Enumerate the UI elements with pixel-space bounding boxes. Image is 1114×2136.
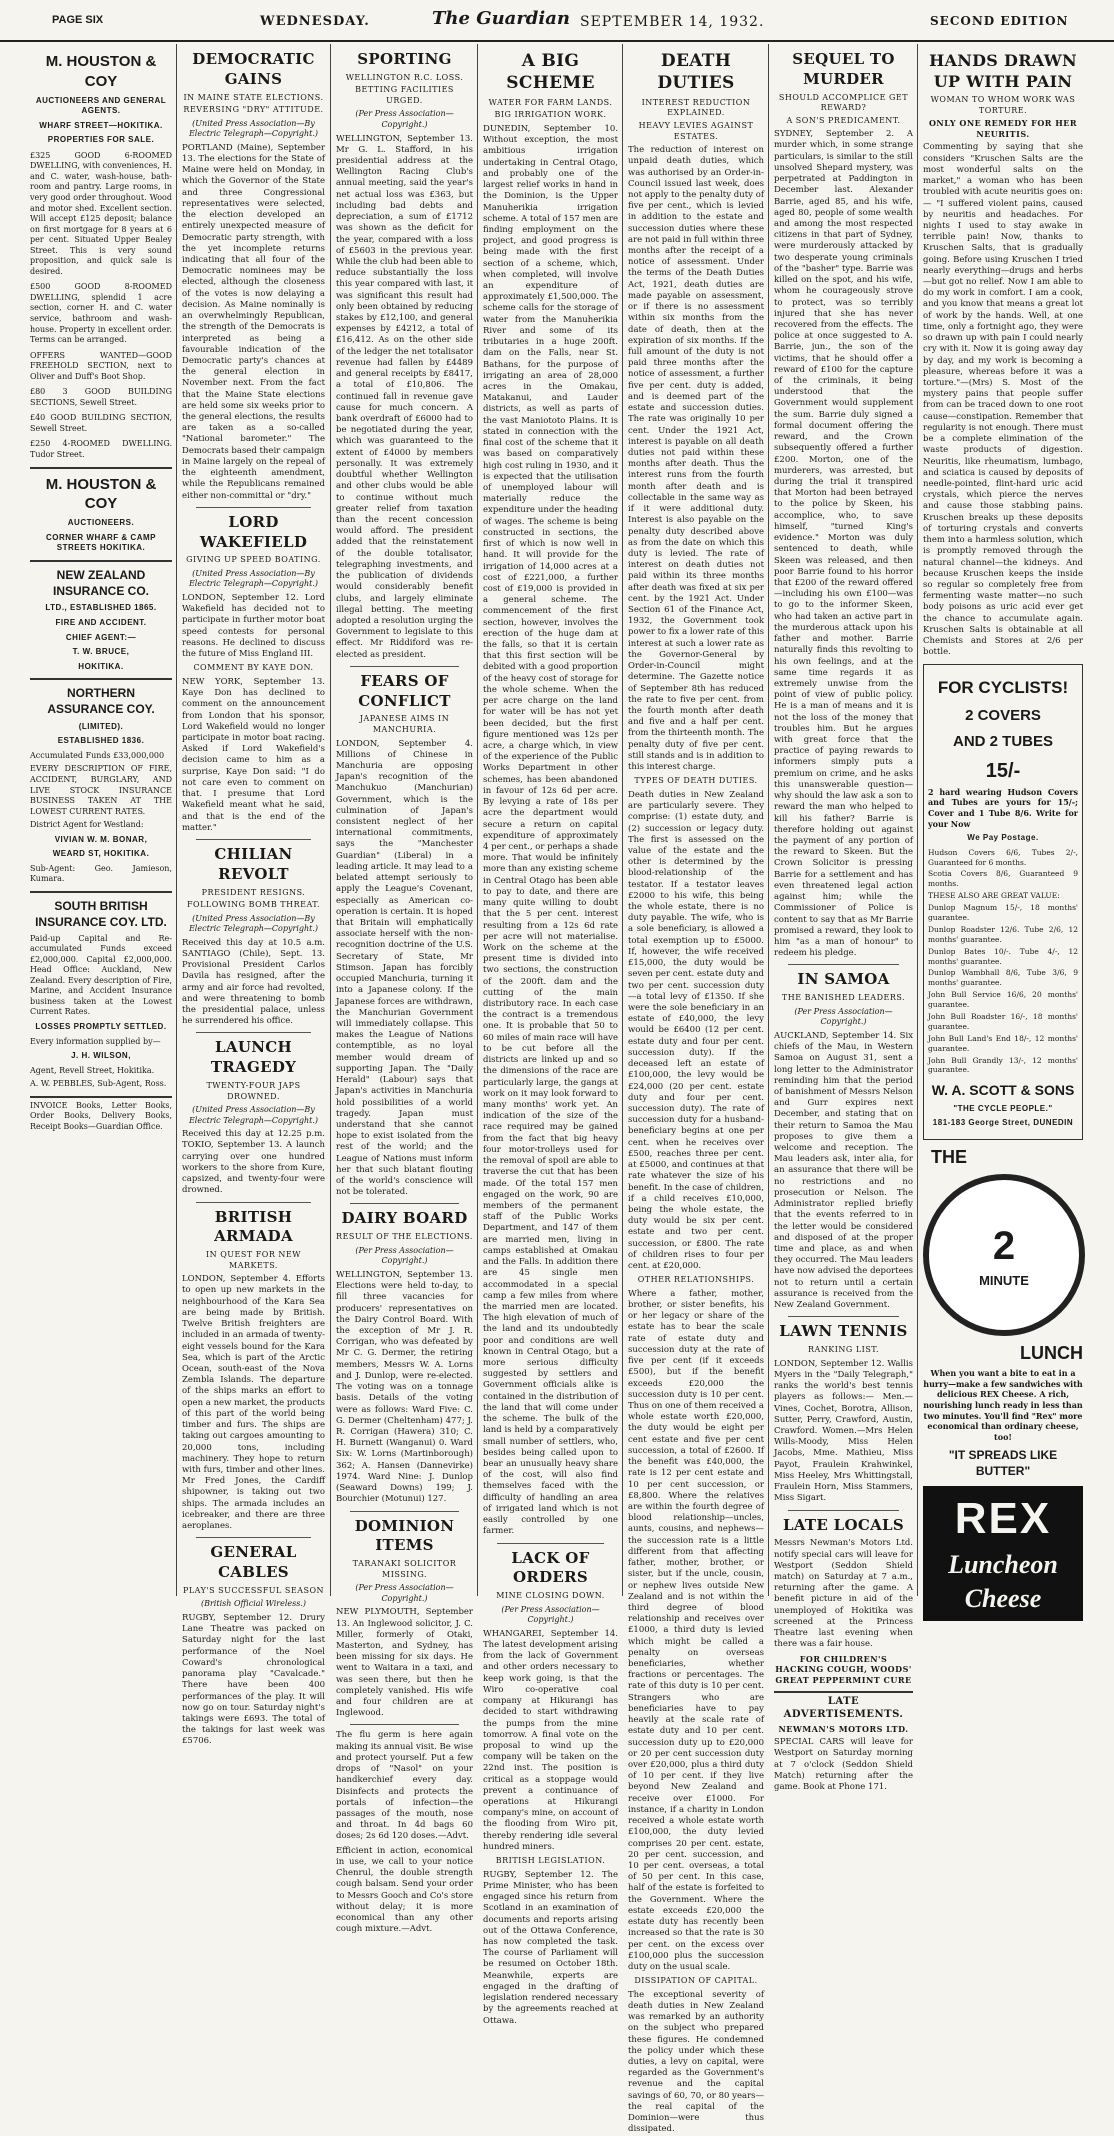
headline-dominion-items: DOMINION ITEMS bbox=[354, 1516, 455, 1555]
ad-line: AND 2 TUBES bbox=[952, 732, 1053, 750]
headline-lawn-tennis: LAWN TENNIS bbox=[779, 1322, 908, 1341]
article-body: Commenting by saying that she considers "Kruschen Salts are the most wonderful salts on the market," a woman who has been troubled with acute neuritis goes on:— "I suffered violent pains, caused by neuritis and headaches. For nights I used to stay awake in terrible pain! Now, thanks to Kruschen Salts, that is gradually going. Before using Kruschen I tried nearly everything—drugs and herbs—but got no relief. Now I am able to do my work in comfort. I am a cook, and you know that means a great lot of work by the hands. Well, at one time, only a fortnight ago, they were so drawn up with pain I could nearly cry with it. Now it is going away day by day, and my work is becoming a pleasure, whereas before it was a torture."—(Mrs) S. Most of the mystery pains that people suffer from can be traced down to one root cause—constipation. Remember that regularity is not enough. There must be a complete elimination of the waste products of digestion. Neuritis, like rheumatism, lumbago, and sciatica is caused by deposits of needle-pointed, flint-hard uric acid crystals, which pierce the nerves and cause those stabbing pains. Kruschen breaks up these deposits of torturing crystals and converts them into a harmless solution, which is promptly removed through the natural channel—the kidneys. And because Kruschen keeps the inside so regular so completely free from fermenting waste matter—no such body poisons as uric acid ever get the chance to accumulate again. Kruschen Salts is obtainable at all Chemists and Stores at 2/6 per bottle. bbox=[923, 142, 1083, 658]
headline-fears-of-conflict: FEARS OF CONFLICT bbox=[358, 671, 451, 710]
article-body: WHANGAREI, September 14. The latest development arising from the lack of Government and other orders necessary to keep work going, is that the Wiro co-operative coal company at Hikurangi has decided to start withdrawing the pumps from the mine tomorrow. A final vote on the proposal to wind up the company will be taken on the 22nd inst. The position is critical as a stoppage would prevent a continuance of operations at Hikurangi company's mine, on account of the flooding from Wiro pit, thereby rendering idle several hundred miners. bbox=[483, 1628, 618, 1852]
clock-number: 2 bbox=[992, 1223, 1016, 1268]
subheading: RESULT OF THE ELECTIONS. bbox=[336, 1232, 473, 1242]
houston-ad-name: M. HOUSTON & COY bbox=[45, 475, 157, 513]
subheading: WELLINGTON R.C. LOSS. bbox=[345, 72, 464, 82]
divider bbox=[196, 1537, 311, 1538]
article-body: PORTLAND (Maine), September 13. The elections for the State of Maine were held on Monday, in which the Governor of the State and three Congressional representatives were selected, the election developed an entirely unexpected measure of Democratic party strength, with the yet incomplete returns indicating that all four of the Democratic nominees may be elected, although the closeness of the votes is now delaying a decision. As Maine nominally is an overwhelmingly Republican, the strength of the Democrats is interpreted as being a favourable indication of the Democratic party's chances at the general election in November next. From the fact that the Maine State elections are held some six weeks prior to the general elections, the results are taken as a so-called "National barometer." The Democrats based their campaign in Maine largely on the repeal of the eighteenth amendment, while the Republicans remained either non-committal or "dry." bbox=[182, 142, 325, 501]
ad-line: INVOICE Books, Letter Books, Order Books, Delivery Books, Receipt Books—Guardian Office. bbox=[30, 1100, 172, 1131]
ad-address: WHARF STREET—HOKITIKA. bbox=[39, 120, 163, 130]
credit-line: (Per Press Association—Copyright.) bbox=[794, 1006, 893, 1027]
headline-british-armada: BRITISH ARMADA bbox=[214, 1207, 293, 1246]
credit-line: (Per Press Association—Copyright.) bbox=[355, 1245, 454, 1266]
headline-dairy-board: DAIRY BOARD bbox=[341, 1209, 468, 1228]
ad-line: Agent, Revell Street, Hokitika. bbox=[30, 1065, 155, 1075]
subheading: OTHER RELATIONSHIPS. bbox=[637, 1275, 755, 1285]
column-rule bbox=[330, 44, 331, 1596]
column-rule bbox=[917, 44, 918, 1596]
headline-hands-drawn-up: HANDS DRAWN UP WITH PAIN bbox=[929, 51, 1077, 92]
divider bbox=[350, 1724, 459, 1725]
rex-wordmark: REX bbox=[954, 1493, 1052, 1543]
subheading: BRITISH LEGISLATION. bbox=[495, 1856, 606, 1866]
headline-lord-wakefield: LORD WAKEFIELD bbox=[199, 512, 308, 551]
headline-launch-tragedy: LAUNCH TRAGEDY bbox=[210, 1038, 297, 1077]
credit-line: (Per Press Association—Copyright.) bbox=[355, 1583, 454, 1603]
article-body: LONDON, September 4. Efforts to open up new markets in the neighbourhood of the Kara Sea are being made by British. Twelve British freighters are included in an armada of twenty-eight vessels bound for the Kara Sea, which is part of the Arctic Ocean, south-east of the Nova Zembla Islands. The departure of the ships marks an effort to open a new market, the products of this part of the world being timber and furs. The ships are taking out cargoes amounting to 20,000 tons, including machinery. They hope to return with furs, timber and other lines. Mr Fred Jones, the Cardiff shipowner, is taking out two ships. The armada includes an icebreaker, and there are three aeroplanes. bbox=[182, 1274, 325, 1532]
property-listing: £250 4-ROOMED DWELLING. Tudor Street. bbox=[30, 439, 172, 459]
divider bbox=[196, 507, 311, 508]
subheading: DISSIPATION OF CAPITAL. bbox=[634, 1976, 758, 1986]
ad-line: Accumulated Funds £33,000,000 bbox=[30, 750, 165, 760]
ad-title: FOR CYCLISTS! bbox=[937, 678, 1069, 698]
property-listing: £40 GOOD BUILDING SECTION, Sewell Street. bbox=[30, 413, 172, 433]
divider bbox=[788, 1510, 899, 1511]
column-7-advertisements bbox=[923, 46, 1083, 1614]
credit-line: (United Press Association—By Electric Telegraph—Copyright.) bbox=[188, 568, 319, 589]
divider bbox=[30, 1096, 172, 1098]
article-body: Where a father, mother, brother, or sister benefits, his or her legacy or share of the estate has to bear the scale rate of estate duty and succession duty at the rate of five per cent (if it exceeds £500), but if the benefit exceeds £20,000 the succession duty is 10 per cent. Thus on one of them received a whole estate worth £20,000, the duty would be eight per cent estate and five per cent succession, a total of £2600. If the benefit was £40,000, the rate is 12 per cent estate and 10 per cent succession, or £8,800. Where the relatives are within the fourth degree of blood relationship—uncles, aunts, cousins, and nephews—the succession rate is a little different from that affecting father, mother, brother, or sister, but if the uncle, cousin, or nephew lives outside New Zealand and is not within the third degree of blood relationship and receives over £1000, a third duty is levied which might be called a penalty on overseas beneficiaries, whether fractions or percentages. The rate of this duty is 10 per cent. Strangers who are beneficiaries have to pay heavily at the scale rate of estate duty and 10 per cent. succession duty up to £20,000 or 20 per cent succession duty over £20,000, plus a third duty of 10 per cent. if they live beyond New Zealand and receive over £1000. For instance, if a charity in London received a whole estate worth £100,000, the duty levied comprises 20 per cent. estate, 20 per cent. succession, and 10 per cent. overseas, a total of 50 per cent. In this case, half of the estate is forfeited to the Government. Where the estate exceeds £20,000 the estate duty has recently been increased so that the rate is 30 per cent. on the excess over £100,000 plus the succession duty on the usual scale. bbox=[628, 1288, 764, 1972]
ad-line: EVERY DESCRIPTION OF FIRE, ACCIDENT, BURGLARY, AND LIVE STOCK INSURANCE BUSINESS TAKEN AT THE LOWEST CURRENT RATES. bbox=[30, 764, 172, 816]
clock-icon bbox=[923, 1174, 1085, 1336]
headline-sequel-to-murder: SEQUEL TO MURDER bbox=[792, 50, 895, 88]
article-body: RUGBY, September 12. The Prime Minister, who has been engaged since his return from Scotland in an examination of documents and reports arising out of the Ottawa Conference, has now completed the task. The course of Parliament will be resumed on October 18th. Meanwhile, experts are engaged in the drafting of legislation rendered necessary by the agreements reached at Ottawa. bbox=[483, 1869, 618, 2026]
article-body: Received this day at 12.25 p.m. TOKIO, September 13. A launch carrying over one hundred workers to the shore from Kure, capsized, and twenty-four were drowned. bbox=[182, 1129, 325, 1196]
column-rule bbox=[176, 44, 177, 1596]
advertorial: The flu germ is here again making its annual visit. Be wise and protect yourself. Put a few drops of "Nasol" on your handkerchief every day. Disinfects and protects the portals of infection—the passages of the mouth, nose and throat. In 4d bags 60 doses; 2s 6d 120 doses.—Advt. bbox=[336, 1730, 473, 1842]
ad-subtitle: FIRE AND ACCIDENT. bbox=[55, 617, 147, 627]
headline-a-big-scheme: A BIG SCHEME bbox=[506, 51, 595, 94]
ad-line: A. W. PEBBLES, Sub-Agent, Ross. bbox=[30, 1079, 167, 1089]
credit-line: (Per Press Association—Copyright.) bbox=[355, 109, 454, 129]
divider bbox=[30, 467, 172, 469]
insurance-ad-name: NEW ZEALAND INSURANCE CO. bbox=[52, 567, 149, 598]
scott-sons-name: W. A. SCOTT & SONS bbox=[931, 1082, 1075, 1099]
cyclists-ad bbox=[923, 664, 1083, 1139]
credit-line: (British Official Wireless.) bbox=[200, 1599, 307, 1609]
subheading: INTEREST REDUCTION EXPLAINED. bbox=[641, 97, 751, 118]
property-listing: OFFERS WANTED—GOOD FREEHOLD SECTION, next to Oliver and Duff's Boot Shop. bbox=[30, 350, 172, 381]
headline-late-locals: LATE LOCALS bbox=[782, 1515, 905, 1534]
subheading: WOMAN TO WHOM WORK WAS TORTURE. bbox=[930, 95, 1076, 115]
subheading: BETTING FACILITIES URGED. bbox=[355, 85, 454, 105]
divider bbox=[30, 560, 172, 562]
weekday: WEDNESDAY. bbox=[260, 14, 370, 29]
property-listing: £80 3 GOOD BUILDING SECTIONS, Sewell Street. bbox=[30, 387, 172, 407]
ad-subtitle: CHIEF AGENT:— bbox=[65, 632, 137, 642]
ad-subtitle: AUCTIONEERS. bbox=[67, 518, 135, 528]
column-5 bbox=[628, 46, 764, 2135]
divider bbox=[788, 964, 899, 965]
divider bbox=[497, 1543, 604, 1544]
issue-date: SEPTEMBER 14, 1932. bbox=[580, 14, 765, 30]
tire-price-list bbox=[928, 848, 1078, 1076]
lunch-heading: LUNCH bbox=[1020, 1342, 1083, 1363]
ad-subtitle: LOSSES PROMPTLY SETTLED. bbox=[35, 1021, 167, 1031]
subheading: SHOULD ACCOMPLICE GET REWARD? bbox=[778, 92, 909, 113]
subheading: HEAVY LEVIES AGAINST ESTATES. bbox=[638, 120, 754, 141]
credit-line: (United Press Association—By Electric Telegraph—Copyright.) bbox=[188, 913, 319, 934]
article-body: LONDON, September 12. Lord Wakefield has decided not to participate in further motor boat speed contests for personal reasons. He declined to discuss the future of Miss England III. bbox=[182, 593, 325, 660]
article-body: SYDNEY, September 2. A murder which, in some strange particulars, is similar to the still unsolved Shepard mystery, was perpetrated at Paddington in December last. Alexander Barrie, aged 85, and his wife, aged 80, people of some wealth and among the most respected citizens in that part of Sydney, were murderously attacked by two desperate young criminals of the "basher" type. Barrie was killed on the spot, and his wife, whom he courageously strove to protect, was so terribly injured that she has never recovered from the effects. The police at once suggested to A. Barrie, jun., the son of the victims, that he should offer a reward of £100 for the capture of the criminals, it being understood that the Government would supplement the sum. Barrie duly signed a formal document offering the reward, and the Crown subsequently offered a further £200. Morton, one of the murderers, was arrested, but during the trial it transpired that Morton had been betrayed to the police by Skeen, his accomplice, who, to save himself, "turned King's evidence." Morton was duly sentenced to death, while Skeen was released, and then poor Barrie found to his horror that £200 of the reward offered—including his own £100—was to go to the informer Skeen, who had taken an active part in the murderous attack upon his father and mother. Barrie naturally finds this revolting to his own feelings, and at the same time regards it as extremely unwise from the point of view of public policy. He is a man of means and it is not the loss of the money that troubles him. But he argues with great force that the practice of paying rewards to informers simply puts a premium on crime, and he asks this unanswerable question—why should the law ask a son to reward the man who helped to kill his father? Barrie is therefore holding out against the payment of any portion of the reward to Skeen. But the Crown Solicitor is pressing Barrie for a settlement and has even threatened legal action against him; while the Commissioner of Police is content to say that as Mr Barrie promised a reward, they look to him "as a man of honour" to redeem his pledge. bbox=[774, 129, 913, 959]
property-listing: £325 GOOD 6-ROOMED DWELLING, with conveniences, H. and C. water, wash-house, bath-room and pantry. Large rooms, in very good order throughout. Wood and motor shed. Excellent section. Will accept £125 deposit; balance on first mortgage for 8 years at 6 per cent. Situated Upper Bealey Street. This is very sound proposition, and quick sale is desired. bbox=[30, 150, 172, 276]
ad-subtitle: LTD., ESTABLISHED 1865. bbox=[45, 603, 157, 613]
headline-general-cables: GENERAL CABLES bbox=[210, 1543, 297, 1582]
tire-price-item: Dunlop Bates 10/-. Tube 4/-, 12 months' guarantee. bbox=[928, 946, 1078, 966]
subheading: MINE CLOSING DOWN. bbox=[496, 1591, 605, 1601]
ad-line: District Agent for Westland: bbox=[30, 820, 144, 830]
ad-subtitle: "THE CYCLE PEOPLE." bbox=[953, 1103, 1053, 1113]
subheading: IN MAINE STATE ELECTIONS. bbox=[183, 92, 324, 102]
article-body: Received this day at 10.5 a.m. SANTIAGO (Chile), Sept. 13. Provisional President Carlos Davila has resigned, after the army and air force had revolted, and were threatening to bomb the presidential palace, unless he surrendered his office. bbox=[182, 937, 325, 1027]
tire-price-item: THESE ALSO ARE GREAT VALUE: bbox=[928, 891, 1060, 901]
article-body: Messrs Newman's Motors Ltd. notify special cars will leave for Westport (Seddon Shield match) on Saturday at 7 a.m., returning after the game. A benefit picture in aid of the unemployed of Hokitika was screened at the Princess Theatre last evening when there was a fair house. bbox=[774, 1538, 913, 1650]
slogan: "IT SPREADS LIKE BUTTER" bbox=[948, 1448, 1058, 1479]
cough-cure-ad: FOR CHILDREN'S HACKING COUGH, WOODS' GREAT PEPPERMINT CURE bbox=[775, 1653, 912, 1685]
tire-price-item: Dunlop Magnum 15/-, 18 months' guarantee. bbox=[928, 903, 1078, 922]
article-body: LONDON, September 4. Millions of Chinese in Manchuria are opposing Japan's recognition of the Manchukuo (Manchurian) Government, which is the culmination of Japan's consistent neglect of her international commitments, says the "Manchester Guardian" (Liberal) in a leading article. It may lead to a belated attempt seriously to apply the League's Covenant, especially as American co-operation is certain. It is hoped that Britain will emphatically associate herself with the non-recognition doctrine of the U.S. Secretary of State, Mr Stimson. Japan has forcibly occupied Manchuria, turning it into a Japanese colony. If the Japanese forces are withdrawn, the Manchurian Government will immediately collapse. This makes the League of Nations contemptible, as no loyal member would dream of supporting Japan. The "Daily Herald" (Labour) says that Japan's activities in Manchuria hold possibilities of a world tragedy. Japan must understand that she cannot hope to exist isolated from the rest of the world; and the League of Nations must inform her that such blatant flouting of the world's conscience will not be tolerated. bbox=[336, 738, 473, 1198]
ad-line: We Pay Postage. bbox=[967, 833, 1039, 843]
ad-price: 15/- bbox=[985, 759, 1021, 782]
article-body: WELLINGTON, September 13. Mr G. L. Stafford, in his presidential address at the Wellington Racing Club's annual meeting, said the year's net actual loss was £363, but including bad debts and depreciation, a sum of £1712 was shown as the deficit for the year, compared with a loss of £5603 in the previous year. While the club had been able to reduce substantially the loss this year compared with last, it was significant this result had only been obtained by reducing stakes by £12,100, and general expenses by £4212, a total of £16,412. As on the other side of the ledger the net totalisator revenue had fallen by £4489 and general receipts by £8417, a total of £10,806. The continued fall in revenue gave cause for much concern. A bank overdraft of £6000 had to be negotiated during the year, which was guaranteed to the extent of £4000 by members personally. It was extremely doubtful whether Wellington and other clubs would be able to continue without much greater relief from taxation than the recent concession would afford. The president added that the reinstatement of the double totalisator, telegraphing investments, and the publication of dividends would considerably benefit clubs, and largely eliminate illegal betting. The meeting adopted a resolution urging the Government to legislate to this effect. Mr Riddiford was re-elected as president. bbox=[336, 133, 473, 660]
article-body: DUNEDIN, September 10. Without exception, the most ambitious irrigation undertaking in Central Otago, and probably one of the largest relief works in hand in the Dominion, is the Upper Manuherikia irrigation scheme. A total of 157 men are finding employment on the project, and good progress is being made with the first section of a scheme, which, when completed, will involve an expenditure of approximately £1,500,000. The scheme calls for the storage of water from the Manuherikia River and some of its tributaries in a huge 200ft. dam on the Falls, near St. Bathans, for the purpose of irrigating an area of 28,000 acres in the Omakau, Matakanui, and Lauder districts, as well as parts of the vast Maniototo Plains. It is stated in connection with the final cost of the scheme that it was based on comparatively high cost ruling in 1930, and it is expected that the utilisation of unemployed labour will materially reduce the expenditure under the heading of wages. The scheme is being constructed in sections, the first of which is now well in hand. It will provide for the irrigation of 14,000 acres at a cost of £221,000, a further cost of £19,000 is provided in a general scheme. The commencement of the first section, however, involves the erection of the huge dam at the falls, so that it is certain that this first section will be debited with a good proportion of the heavy cost of storage for the whole scheme. When the per acre charge on the land for water will be has not yet been decided, but the first figure mentioned was 12s per acre, a charge which, in view of the experience of the Public Works Department in other schemes, has been abandoned in favour of 12s 6d per acre. By levying a rate of 18s per acre the department would secure a return on capital expenditure of approximately 4 per cent., or perhaps a shade more. That would be infinitely more than any existing scheme in Central Otago has been able to pay to date, and there are many quite willing to doubt that the 5 per cent. interest resulting from a 12s 6d rate per acre will not materialise. Work on the scheme at the present time is divided into two sections, the construction of the 200ft. dam and the cutting of the main distributory race. In each case the contract is a tremendous one. It is probable that 50 to 60 miles of main race will have to be cut before all the districts are linked up and so the dimensions of the race are particularly large, the gangs at work on it may look forward to many months' work yet. An indication of the size of the race required may be gained from the fact that big heavy four motor-trolleys used for the removal of spoil are able to traverse the cut that has been made. Of the total 157 men engaged on the work, 90 are members of the permanent staff of the Public Works Department, and 147 of them are married men, living in camps established at Omakau and the Falls. In addition there are 45 single men accommodated in a special camp a few miles from where the married men are located. The high elevation of much of the land and its undoubtedly poor and conditions are well known in Central Otago, but a more serious difficulty suggested by settlers and Government officials alike is contained in the distribution of the land that will come under the scheme. The bulk of the land is held by a comparatively small number of settlers, who, besides being called upon to bear an unusually heavy share of the cost, will also find themselves faced with the difficulty of handling an area of irrigated land which is not easily controlled by one farmer. bbox=[483, 123, 618, 1537]
ad-line: Paid-up Capital and Re-accumulated Funds exceed £2,000,000. Capital £2,000,000. Head Office: Auckland, New Zealand. Every description of Fire, Marine, and Accident Insurance business taken at the Lowest Current Rates. bbox=[30, 933, 172, 1017]
luncheon-cheese-wordmark: Luncheon Cheese bbox=[948, 1549, 1058, 1614]
article-body: Death duties in New Zealand are particularly severe. They comprise: (1) estate duty, and (2) succession or legacy duty. The first is assessed on the value of the estate and the other is determined by the blood-relationship of the testator. If a testator leaves £2000 to his wife, this being the whole estate, there is no duty payable. The wife, who is a sole beneficiary, is allowed a total exemption up to £5000. If, however, the wife received £15,000, the duty would be seven per cent. estate duty and two per cent. succession duty—a total levy of £1350. If she were the sole beneficiary in an estate of £40,000, the levy would be £6400 (12 per cent. estate duty and four per cent. succession duty). If the deceased left an estate of £100,000, the levy would be £24,000 (20 per cent. estate duty and four per cent. succession duty). The rate of succession duty for a husband-beneficiary begins at one per cent. when he receives over £500, reaches three per cent. at £5000, and continues at that rate whatever the size of his benefit. In the case of children, if a child receives £10,000, being the whole estate, the duty would be six per cent. estate and two per cent. succession, or £800. The rate of children rises to four per cent. at £20,000. bbox=[628, 789, 764, 1272]
headline-death-duties: DEATH DUTIES bbox=[657, 51, 735, 94]
ad-address: CORNER WHARF & CAMP STREETS HOKITIKA. bbox=[46, 532, 156, 553]
subheading: ONLY ONE REMEDY FOR HER NEURITIS. bbox=[928, 118, 1078, 139]
lunch-ad-body: When you want a bite to eat in a hurry—make a few sandwiches with delicious REX Cheese. A rich, nourishing lunch ready in less than two minutes. You'll find "Rex" more economical than ordinary cheese, too! bbox=[923, 1368, 1083, 1442]
insurance-ad-name: SOUTH BRITISH INSURANCE COY. LTD. bbox=[35, 898, 167, 929]
subheading: JAPANESE AIMS IN MANCHURIA. bbox=[359, 714, 450, 734]
subheading: GIVING UP SPEED BOATING. bbox=[186, 555, 321, 565]
article-body: SPECIAL CARS will leave for Westport on Saturday morning at 7 o'clock (Seddon Shield Match) returning after the game. Book at Phone 171. bbox=[774, 1737, 913, 1792]
subheading: IN QUEST FOR NEW MARKETS. bbox=[206, 1250, 301, 1270]
divider bbox=[350, 1203, 459, 1204]
article-body: WELLINGTON, September 13. Elections were held to-day, to fill three vacancies for producers' representatives on the Dairy Control Board. With the exception of Mr J. R. Corrigan, who was defeated by Mr C. G. Dermer, the retiring members, Messrs W. A. Lorns and J. Dunlop, were re-elected. The voting was on a tonnage basis. Details of the voting were as follows: Ward Five: C. G. Dermer (Cheltenham) 477; J. R. Corrigan (Hawera) 310; C. H. Burnett (Wanganui) 0. Ward Six: W. Lorns (Martinborough) 362; A. Hansen (Dannevirke) 1974. Ward Nine: J. Dunlop (Seaward Downs) 199; J. Bourchier (Motunui) 127. bbox=[336, 1269, 473, 1505]
rex-logo bbox=[923, 1486, 1083, 1621]
article-body: RUGBY, September 12. Drury Lane Theatre was packed on Saturday night for the last performance of the Noel Coward's chronological panorama play "Cavalcade." There have been 400 performances of the play. It will now go on tour. Saturday night's takings were £693. The total of the takings for last week was £5706. bbox=[182, 1612, 325, 1747]
article-body: The exceptional severity of death duties in New Zealand was remarked by an authority on the subject who prepared these figures. He condemned the policy under which these duties, a levy on capital, were regarded as the Government's revenue and the capital savings of 60, 70, or 80 years—the real capital of the Dominion—were thus dissipated. bbox=[628, 1989, 764, 2135]
ad-subtitle: (LIMITED). bbox=[78, 721, 124, 731]
edition-label: SECOND EDITION bbox=[930, 14, 1069, 28]
column-3 bbox=[336, 46, 473, 1935]
agent-name: T. W. BRUCE, bbox=[72, 647, 130, 657]
tire-price-item: Dunlop Roadster 12/6. Tube 2/6, 12 months' guarantee. bbox=[928, 924, 1078, 944]
credit-line: (Per Press Association—Copyright.) bbox=[501, 1604, 600, 1625]
subheading: RANKING LIST. bbox=[807, 1345, 880, 1355]
article-body: The reduction of interest on unpaid death duties, which was authorised by an Order-in-Council issued last week, does not apply to the penalty duty of five per cent., which is levied in addition to the estate and succession duties where these are not paid in full within three months after the receipt of a notice of assessment. Under the terms of the Death Duties Act, 1921, death duties are made payable on assessment, or if there is no assessment within six months from the date of death, then at the expiration of six months. If the full amount of the duty is not paid three months after the notice of assessment, a further five per cent. duty is added, and is deemed part of the estate and succession duties. The rate was originally 10 per cent. Under the 1921 Act, interest is payable on all death duties not paid within these months after death. Thus the interest runs from the fourth month after death and is collectable in the same way as if it were additional duty. Interest is also payable on the penalty duty described above as from the date on which this duty is levied. The rate of interest on death duties not paid within its three months after death was fixed at six per cent. by the 1921 Act. Under Section 61 of the Finance Act, 1932, the Government took power to fix a lower rate of this interest at such a lower rate as the Governor-General by Order-in-Council might determine. The Gazette notice of September 8th has reduced the rate to five per cent. from the fourth month after death and five and a half per cent. from the thirteenth month. The penalty duty of five per cent. still stands and is in addition to this interest charge. bbox=[628, 145, 764, 773]
column-rule bbox=[768, 44, 769, 1596]
tire-price-item: John Bull Grandly 13/-, 12 months' guarantee. bbox=[928, 1055, 1078, 1075]
subheading: REVERSING "DRY" ATTITUDE. bbox=[183, 105, 324, 115]
article-body: LONDON, September 12. Wallis Myers in the "Daily Telegraph," ranks the world's best tennis players as follows:— Men.—Vines, Cochet, Borotra, Allison, Sutter, Perry, Crawford, Austin, Crawford. Women.—Mrs Helen Wills-Moody, Miss Helen Jacobs, Mme. Mathieu, Miss Payot, Fraulein Krahwinkel, Miss Heeley, Mrs Whittingstall, Fraulein Horn, Miss Stammers, Miss Sigart. bbox=[774, 1358, 913, 1504]
property-listing: £500 GOOD 8-ROOMED DWELLING, splendid 1 acre section, corner H. and C. water service, bathroom and wash-house. Property in excellent order. Terms can be arranged. bbox=[30, 282, 172, 345]
ad-address: WEARD ST, HOKITIKA. bbox=[52, 849, 150, 859]
tire-price-item: John Bull Service 16/6, 20 months' guarantee. bbox=[928, 990, 1078, 1010]
advertorial: Efficient in action, economical in use, we call to your notice Chenrul, the double strength cough balsam. Send your order to Messrs Gooch and Co's store without delay; it is more economical than any other cough mixture.—Advt. bbox=[336, 1845, 473, 1935]
tire-price-item: John Bull Land's End 18/-, 12 months' guarantee. bbox=[928, 1033, 1078, 1053]
subheading: PLAY'S SUCCESSFUL SEASON bbox=[182, 1585, 325, 1595]
lunch-ad-the: THE bbox=[931, 1146, 967, 1167]
agent-name: J. H. WILSON, bbox=[71, 1051, 131, 1061]
tire-price-item: John Bull Roadster 16/-, 18 months' guarantee. bbox=[928, 1011, 1078, 1031]
divider bbox=[30, 678, 172, 680]
newman-motors-heading: NEWMAN'S MOTORS LTD. bbox=[778, 1723, 909, 1734]
subheading: WATER FOR FARM LANDS. bbox=[488, 97, 613, 107]
article-body: NEW YORK, September 13. Kaye Don has declined to comment on the announcement from London that his sponsor, Lord Wakefield would no longer participate in motor boat racing. Asked if Lord Wakefield's decision came to him as a surprise, Kaye Don said: "I do not care even to comment on that. I presume that Lord Wakefield meant what he said, and that is the end of the matter." bbox=[182, 676, 325, 833]
subheading: TARANAKI SOLICITOR MISSING. bbox=[352, 1559, 457, 1579]
ad-subtitle: AUCTIONEERS AND GENERAL AGENTS. bbox=[35, 95, 167, 116]
agent-name: VIVIAN W. M. BONAR, bbox=[54, 834, 148, 844]
late-advertisements-heading: LATE ADVERTISEMENTS. bbox=[783, 1696, 904, 1721]
divider bbox=[196, 1202, 311, 1203]
paper-name: The Guardian bbox=[432, 8, 570, 29]
column-4 bbox=[483, 46, 618, 2026]
subheading: THE BANISHED LEADERS. bbox=[781, 993, 906, 1003]
headline-chilian-revolt: CHILIAN REVOLT bbox=[214, 844, 293, 883]
headline-in-samoa: IN SAMOA bbox=[797, 970, 890, 989]
subheading: PRESIDENT RESIGNS. bbox=[201, 887, 306, 897]
headline-democratic-gains: DEMOCRATIC GAINS bbox=[192, 50, 315, 88]
column-1-advertisements bbox=[30, 46, 172, 1596]
divider bbox=[774, 1691, 913, 1693]
column-rule bbox=[622, 44, 623, 1596]
ad-address: HOKITIKA. bbox=[78, 661, 124, 671]
subheading: COMMENT BY KAYE DON. bbox=[193, 663, 314, 673]
subheading: TYPES OF DEATH DUTIES. bbox=[634, 776, 758, 786]
subheading: FOLLOWING BOMB THREAT. bbox=[186, 900, 321, 910]
article-body: NEW PLYMOUTH, September 13. An Inglewood solicitor, J. C. Miller, formerly of Otaki, Masterton, and Sydney, has been missing for six days. He went to Waitara in a taxi, and was seen there, but then he completely vanished. His wife and four children are at Inglewood. bbox=[336, 1607, 473, 1719]
column-2 bbox=[182, 46, 325, 1747]
article-body: AUCKLAND, September 14. Six chiefs of the Mau, in Western Samoa on August 31, sent a long letter to the Administrator reminding him that the period of banishment of Messrs Nelson and Gurr expires next December, and stating that on their return to Samoa the Mau proposes to give them a welcome and reception. The Mau leaders ask, inter alia, for an assurance that there will be no restrictions and no prosecution or Nelson. The Administrator replied briefly that the events referred to in the letter would be considered and disposed of at the proper time and place, as and when they occurred. The Mau leaders have now advised the deportees not to return until a certain assurance is received from the New Zealand Government. bbox=[774, 1030, 913, 1311]
column-6 bbox=[774, 46, 913, 1792]
column-rule bbox=[477, 44, 478, 1596]
tire-price-item: Scotia Covers 8/6, Guaranteed 9 months. bbox=[928, 869, 1078, 889]
ad-line: Sub-Agent: Geo. Jamieson, Kumara. bbox=[30, 863, 172, 884]
tire-price-item: Hudson Covers 6/6, Tubes 2/-, Guaranteed for 6 months. bbox=[928, 847, 1078, 867]
divider bbox=[196, 1032, 311, 1033]
houston-ad-name: M. HOUSTON & COY bbox=[45, 53, 157, 90]
ad-line: 2 COVERS bbox=[965, 706, 1041, 724]
ad-line: 2 hard wearing Hudson Covers and Tubes are yours for 15/-; Cover and 1 Tube 8/6. Write for your Now bbox=[928, 786, 1078, 829]
ad-heading: PROPERTIES FOR SALE. bbox=[47, 135, 155, 145]
credit-line: (United Press Association—By Electric Telegraph—Copyright.) bbox=[188, 118, 319, 139]
page-number: PAGE SIX bbox=[52, 14, 104, 26]
subheading: A SON'S PREDICAMENT. bbox=[786, 115, 901, 125]
clock-label: MINUTE bbox=[979, 1272, 1029, 1288]
divider bbox=[788, 1316, 899, 1317]
divider bbox=[30, 891, 172, 893]
headline-lack-of-orders: LACK OF ORDERS bbox=[511, 1548, 590, 1587]
divider bbox=[196, 839, 311, 840]
ad-address: 181-183 George Street, DUNEDIN bbox=[932, 1118, 1074, 1128]
tire-price-item: Dunlop Wambhall 8/6, Tube 3/6, 9 months' guarantee. bbox=[928, 968, 1078, 988]
subheading: BIG IRRIGATION WORK. bbox=[494, 110, 607, 120]
ad-subtitle: ESTABLISHED 1836. bbox=[57, 736, 145, 746]
credit-line: (United Press Association—By Electric Telegraph—Copyright.) bbox=[188, 1105, 319, 1125]
insurance-ad-name: NORTHERN ASSURANCE COY. bbox=[47, 686, 155, 716]
headline-sporting: SPORTING bbox=[357, 50, 452, 68]
subheading: TWENTY-FOUR JAPS DROWNED. bbox=[206, 1081, 301, 1101]
masthead bbox=[0, 0, 1114, 42]
divider bbox=[350, 666, 459, 667]
divider bbox=[350, 1511, 459, 1512]
ad-line: Every information supplied by— bbox=[30, 1036, 161, 1046]
